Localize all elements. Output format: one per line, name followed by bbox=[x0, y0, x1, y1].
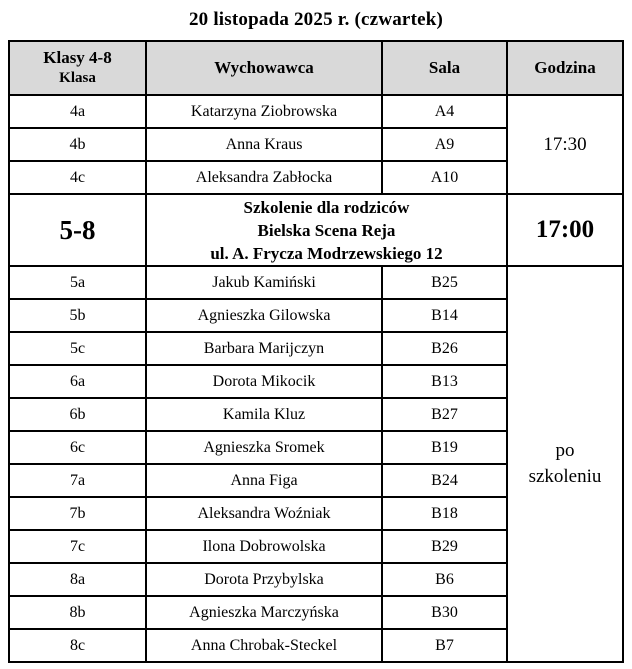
cell-room: B13 bbox=[382, 365, 507, 398]
table-row bbox=[9, 266, 623, 299]
time-group2-line1: po bbox=[555, 440, 575, 461]
column-header-teacher: Wychowawca bbox=[146, 41, 382, 95]
cell-time-group1: 17:30 bbox=[507, 95, 623, 194]
cell-teacher: Agnieszka Gilowska bbox=[146, 299, 382, 332]
cell-teacher: Jakub Kamiński bbox=[146, 266, 382, 299]
cell-room: B18 bbox=[382, 497, 507, 530]
table-body bbox=[9, 95, 623, 662]
cell-room: B30 bbox=[382, 596, 507, 629]
cell-class: 5c bbox=[9, 332, 146, 365]
cell-class: 6a bbox=[9, 365, 146, 398]
cell-class: 4a bbox=[9, 95, 146, 128]
cell-room: B6 bbox=[382, 563, 507, 596]
cell-teacher: Aleksandra Woźniak bbox=[146, 497, 382, 530]
cell-class: 5a bbox=[9, 266, 146, 299]
cell-teacher: Anna Chrobak-Steckel bbox=[146, 629, 382, 662]
cell-training-info bbox=[146, 194, 507, 266]
cell-room: B14 bbox=[382, 299, 507, 332]
schedule-table bbox=[8, 40, 624, 663]
cell-training-class-range: 5-8 bbox=[9, 194, 146, 266]
cell-room: B29 bbox=[382, 530, 507, 563]
header-row bbox=[9, 41, 623, 95]
training-info-line2: Bielska Scena Reja bbox=[257, 220, 396, 240]
table-row bbox=[9, 95, 623, 128]
column-header-class bbox=[9, 41, 146, 95]
cell-teacher: Dorota Mikocik bbox=[146, 365, 382, 398]
cell-room: A4 bbox=[382, 95, 507, 128]
cell-class: 5b bbox=[9, 299, 146, 332]
cell-class: 4b bbox=[9, 128, 146, 161]
cell-teacher: Anna Figa bbox=[146, 464, 382, 497]
cell-class: 6c bbox=[9, 431, 146, 464]
cell-teacher: Agnieszka Marczyńska bbox=[146, 596, 382, 629]
cell-room: B25 bbox=[382, 266, 507, 299]
cell-room: A10 bbox=[382, 161, 507, 194]
cell-time-group2 bbox=[507, 266, 623, 662]
column-header-class-line1: Klasy 4-8 bbox=[43, 48, 112, 67]
cell-room: A9 bbox=[382, 128, 507, 161]
cell-room: B24 bbox=[382, 464, 507, 497]
table-header bbox=[9, 41, 623, 95]
cell-teacher: Katarzyna Ziobrowska bbox=[146, 95, 382, 128]
cell-teacher: Kamila Kluz bbox=[146, 398, 382, 431]
cell-room: B26 bbox=[382, 332, 507, 365]
cell-teacher: Ilona Dobrowolska bbox=[146, 530, 382, 563]
cell-teacher: Agnieszka Sromek bbox=[146, 431, 382, 464]
cell-class: 7c bbox=[9, 530, 146, 563]
cell-teacher: Barbara Marijczyn bbox=[146, 332, 382, 365]
cell-class: 8b bbox=[9, 596, 146, 629]
training-info-line1: Szkolenie dla rodziców bbox=[243, 197, 410, 217]
training-row bbox=[9, 194, 623, 266]
column-header-room: Sala bbox=[382, 41, 507, 95]
cell-training-time: 17:00 bbox=[507, 194, 623, 266]
page-title: 20 listopada 2025 r. (czwartek) bbox=[188, 9, 444, 30]
cell-room: B19 bbox=[382, 431, 507, 464]
cell-teacher: Aleksandra Zabłocka bbox=[146, 161, 382, 194]
time-group2-line2: szkoleniu bbox=[528, 466, 602, 487]
column-header-class-line2: Klasa bbox=[59, 70, 96, 86]
training-info-line3: ul. A. Frycza Modrzewskiego 12 bbox=[210, 243, 443, 263]
cell-room: B27 bbox=[382, 398, 507, 431]
column-header-time: Godzina bbox=[507, 41, 623, 95]
cell-class: 8a bbox=[9, 563, 146, 596]
cell-teacher: Dorota Przybylska bbox=[146, 563, 382, 596]
cell-teacher: Anna Kraus bbox=[146, 128, 382, 161]
cell-room: B7 bbox=[382, 629, 507, 662]
cell-class: 7b bbox=[9, 497, 146, 530]
cell-class: 4c bbox=[9, 161, 146, 194]
cell-class: 7a bbox=[9, 464, 146, 497]
cell-class: 8c bbox=[9, 629, 146, 662]
cell-class: 6b bbox=[9, 398, 146, 431]
